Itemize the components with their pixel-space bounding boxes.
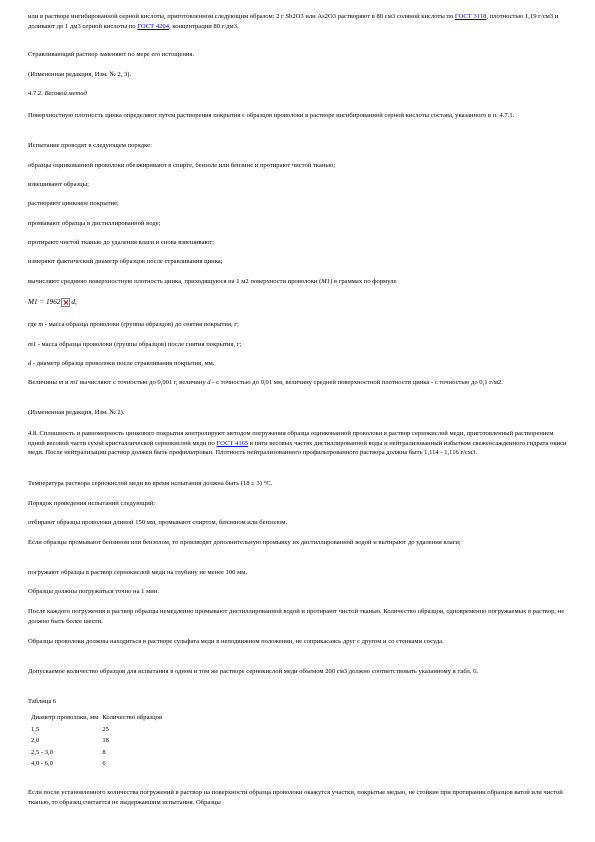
table-cell: 1,5 [31, 725, 40, 733]
paragraph-after-immersion: После каждого погружения в раствор образцы немедленно промывают дистиллированной водой и протирают чистой тканью. Количество образцов, одновременно погружаемых в раствор, не должно быть более шести. [28, 608, 565, 625]
table-row [30, 760, 165, 772]
paragraph-amendment-2: (Измененная редакция, Изм. № 2). [28, 409, 125, 416]
link-gost-4165[interactable]: ГОСТ 4165 [216, 439, 249, 447]
table-cell: 18 [102, 737, 109, 744]
table-cell: 2,0 [31, 737, 40, 744]
formula-m1: M1 = 1962 d, [28, 298, 77, 306]
paragraph-allowed-count: Допускаемое количество образцов для испытания в одном и том же растворе сернокислой меди объемом 200 см3 должно соответствовать указанному в табл. 6. [28, 668, 479, 675]
paragraph-temperature: Температура раствора сернокислой меди во время испытания должна быть (18 ± 3) °С. [28, 480, 273, 487]
paragraph-stationary: Образцы проволоки должны находиться в растворе сульфата меди в неподвижном положении, не соприкасаясь друг с другом и со стенками сосуда. [28, 638, 444, 645]
paragraph-step-calculate: вычисляют среднюю поверхностную плотность цинка, приходящуюся на 1 м2 поверхности проволоки (M1) в граммах по формуле [28, 278, 397, 285]
link-gost-3118[interactable]: ГОСТ 3118 [454, 13, 487, 20]
table-caption: Таблица 6 [28, 698, 57, 705]
paragraph-amendment-1: (Измененная редакция, Изм. № 2, 3). [28, 71, 132, 78]
table-cell: 4,0 - 6,0 [31, 760, 53, 767]
paragraph-section-4-8: 4.8. Сплошность и равномерность цинкового покрытия контролируют методом погружения образца оцинкованной проволоки в раствор сернокислой меди, приготовленный растворением одной весовой части сухой кристаллической сернокислой меди по ГОСТ 4165 в пяти весовых частях дистиллированной воды и нейтрализованный избытком свежеосажденного гидрата окиси меди. После нейтрализации раствор должен быть профильтрован. Плотность нейтрализованного профильтрованного раствора должна быть 1,114 - 1,116 г/см3. [28, 430, 567, 457]
paragraph-test-order: Испытание проводят в следующем порядке: [28, 142, 152, 149]
paragraph-def-m: где m - масса образца проволоки (группы образцов) до снятия покрытия, г; [28, 321, 239, 328]
paragraph-def-m1: m1 - масса образца проволоки (группы образцов) после снятия покрытия, г; [28, 341, 242, 348]
document-page [28, 0, 568, 842]
table-cell: 8 [102, 748, 106, 756]
section-heading-4-7-2: 4.7.2. Весовой метод [28, 90, 87, 97]
broken-image-icon [61, 298, 70, 307]
link-gost-4204[interactable]: ГОСТ 4204 [137, 22, 170, 30]
paragraph-step-degrease: образцы оцинкованной проволоки обезжиривают в спирте, бензоле или бензине и протирают чистой тканью; [28, 162, 336, 169]
table-row [30, 726, 165, 738]
paragraph-etching-solution: или в растворе ингибированной серной кислоты, приготовленном следующим образом: 2 г Sb2O3 или As2O3 растворяют в 80 см3 соляной кислоты по ГОСТ 3118, плотностью 1,19 г/см3 и доливают до 1 дм3 серной кислоты по ГОСТ 4204, концентрации 80 г/дм3. [28, 13, 559, 30]
paragraph-step-wipe: протирают чистой тканью до удаления влаги и снова взвешивают; [28, 239, 215, 246]
paragraph-def-d: d - диаметр образца проволоки после стравливания покрытия, мм. [28, 360, 215, 367]
table-header-cell: Диаметр проволоки, мм [31, 714, 99, 721]
paragraph-one-minute: Образцы должны погружаться точно на 1 мин. [28, 588, 159, 595]
table-cell: 2,5 - 3,0 [31, 748, 53, 756]
table-header-cell: Количество образцов [102, 714, 163, 721]
table-cell: 25 [102, 725, 109, 733]
paragraph-immerse: погружают образцы в раствор сернокислой меди на глубину не менее 100 мм. [28, 569, 248, 576]
paragraph-select-samples: отбирают образцы проволоки длиной 150 мм, промывают спиртом, бензином или бензолом. [28, 519, 288, 526]
paragraph-step-measure: измеряют фактический диаметр образцов после стравливания цинка; [28, 258, 223, 265]
paragraph-weight-method: Поверхностную плотность цинка определяют путем растворения покрытия с образцов проволоки в растворе ингибированной серной кислоты состава, указанного в п. 4.7.1. [28, 112, 515, 119]
table-cell: 6 [102, 760, 106, 767]
paragraph-step-weigh: взвешивают образцы; [28, 181, 89, 188]
table-6 [30, 714, 165, 772]
paragraph-procedure: Порядок проведения испытаний следующий: [28, 500, 156, 507]
table-header-row [30, 714, 165, 726]
paragraph-copper-spots: Если после установленного количества погружений в раствор на поверхности образца проволоки окажутся участки, покрытые медью, не стойкие при протирании образцов ватой или чистой тканью, то образец считается не выдержавшим испытания. Образцы [28, 789, 563, 806]
table-row [30, 737, 165, 749]
paragraph-replace-solution: Стравливающий раствор заменяют по мере его истощения. [28, 51, 195, 58]
paragraph-step-dissolve: растворяют цинковое покрытие; [28, 200, 119, 207]
paragraph-extra-rinse: Если образцы промывают бензином или бензолом, то производят дополнительную промывку их дистиллированной водой и вытирают до удаления влаги; [28, 539, 461, 546]
paragraph-precision: Величины m и m1 вычисляют с точностью до 0,001 г, величину d - с точностью до 0,01 мм, величину средней поверхностной плотности цинка - с точностью до 0,1 г/м2. [28, 379, 503, 386]
table-row [30, 749, 165, 761]
paragraph-step-rinse: промывают образцы в дистиллированной воде; [28, 220, 161, 227]
